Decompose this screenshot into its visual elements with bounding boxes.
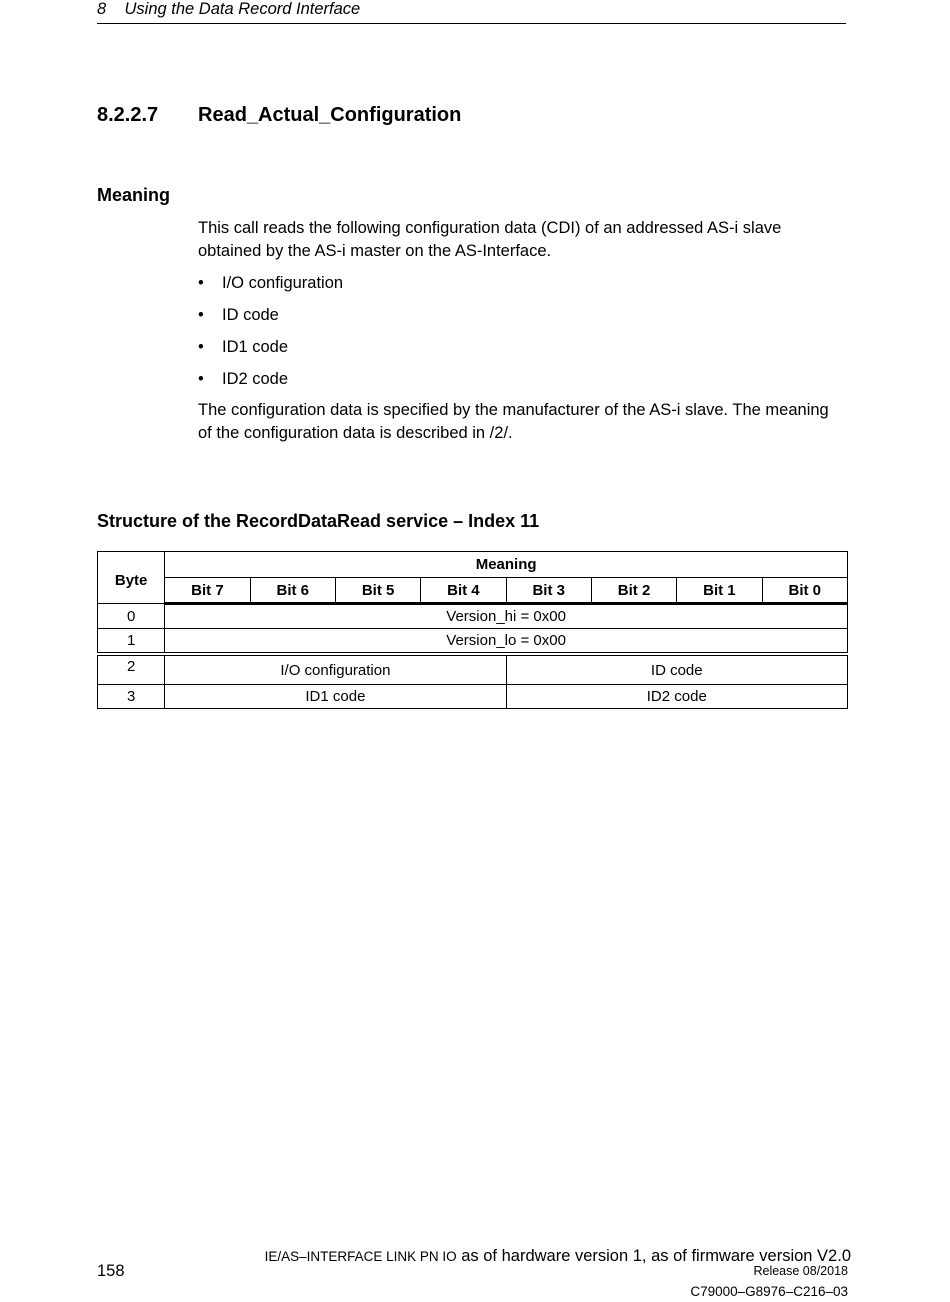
bit-header: Bit 5 bbox=[335, 578, 420, 604]
bullet-item bbox=[198, 368, 288, 391]
table-bits-row bbox=[98, 578, 848, 604]
low-nibble-cell: ID code bbox=[506, 654, 847, 685]
meaning-heading: Meaning bbox=[97, 185, 171, 205]
bullet-dot-icon: • bbox=[198, 306, 204, 324]
bullet-item bbox=[198, 304, 279, 327]
section-number: 8.2.2.7 bbox=[97, 104, 159, 126]
record-structure-table bbox=[97, 551, 848, 709]
bit-header: Bit 7 bbox=[165, 578, 250, 604]
bit-header: Bit 4 bbox=[421, 578, 506, 604]
bullet-text: ID2 code bbox=[222, 370, 289, 388]
header-rule bbox=[97, 23, 846, 24]
byte-cell: 1 bbox=[98, 629, 165, 655]
bullet-text: ID code bbox=[222, 306, 279, 324]
table-header-row bbox=[98, 552, 848, 578]
meaning-column-header: Meaning bbox=[165, 552, 848, 578]
footer-product-name: IE/AS–INTERFACE LINK PN IO bbox=[264, 1249, 457, 1264]
structure-heading: Structure of the RecordDataRead service – Index 11 bbox=[97, 511, 540, 531]
footer-document-number: C79000–G8976–C216–03 bbox=[690, 1284, 848, 1299]
bit-header: Bit 2 bbox=[591, 578, 676, 604]
footer-release: Release 08/2018 bbox=[753, 1264, 848, 1278]
byte-cell: 0 bbox=[98, 604, 165, 629]
bullet-item bbox=[198, 336, 288, 359]
bit-header: Bit 6 bbox=[250, 578, 335, 604]
bullet-dot-icon: • bbox=[198, 370, 204, 388]
bullet-text: ID1 code bbox=[222, 338, 289, 356]
byte-cell: 3 bbox=[98, 685, 165, 709]
bit-header: Bit 0 bbox=[762, 578, 847, 604]
page-number: 158 bbox=[97, 1262, 125, 1280]
bit-header: Bit 3 bbox=[506, 578, 591, 604]
bullet-item bbox=[198, 272, 343, 295]
table-row bbox=[98, 685, 848, 709]
bullet-dot-icon: • bbox=[198, 274, 204, 292]
low-nibble-cell: ID2 code bbox=[506, 685, 847, 709]
bullet-text: I/O configuration bbox=[222, 274, 344, 292]
meaning-cell: Version_hi = 0x00 bbox=[165, 604, 848, 629]
intro-paragraph: This call reads the following configuration data (CDI) of an addressed AS-i slave obtained by the AS-i master on the AS-Interface. bbox=[198, 219, 782, 260]
meaning-cell: Version_lo = 0x00 bbox=[165, 629, 848, 655]
running-header: 8 Using the Data Record Interface bbox=[97, 0, 361, 18]
high-nibble-cell: ID1 code bbox=[165, 685, 506, 709]
bit-header: Bit 1 bbox=[677, 578, 762, 604]
bullet-dot-icon: • bbox=[198, 338, 204, 356]
closing-paragraph: The configuration data is specified by the manufacturer of the AS-i slave. The meaning of the configuration data is described in /2/. bbox=[198, 401, 829, 442]
byte-column-header: Byte bbox=[98, 552, 165, 604]
table-row bbox=[98, 654, 848, 685]
table-row bbox=[98, 629, 848, 655]
high-nibble-cell: I/O configuration bbox=[165, 654, 506, 685]
byte-cell: 2 bbox=[98, 654, 165, 685]
table-row bbox=[98, 604, 848, 629]
section-title: Read_Actual_Configuration bbox=[198, 104, 462, 126]
footer-product-version: as of hardware version 1, as of firmware version V2.0 bbox=[456, 1247, 851, 1265]
